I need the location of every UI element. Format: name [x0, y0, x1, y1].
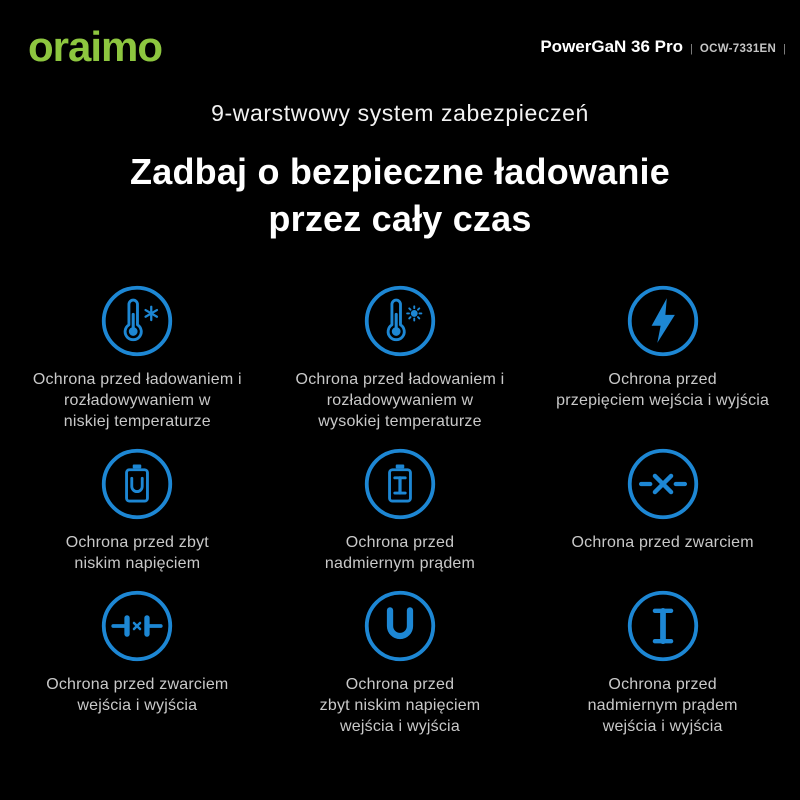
lightning-bolt-icon: [625, 283, 701, 359]
protection-caption: Ochrona przed zbyt niskim napięciem wejścia i wyjścia: [319, 675, 481, 735]
protection-grid: [0, 283, 800, 737]
current-i-icon: [625, 588, 701, 664]
protection-item: [269, 283, 532, 432]
header: [0, 0, 800, 68]
oraimo-logo: oraimo: [28, 23, 163, 70]
thermometer-snowflake-icon: [99, 283, 175, 359]
page-title: [0, 149, 800, 243]
protection-item: [6, 283, 269, 432]
protection-item: [6, 446, 269, 574]
protection-caption: Ochrona przed zwarciem wejścia i wyjścia: [46, 675, 229, 714]
protection-item: [269, 446, 532, 574]
protection-item: [531, 283, 794, 432]
product-line: [540, 37, 786, 57]
connector-short-circuit-icon: [99, 588, 175, 664]
voltage-u-icon: [362, 588, 438, 664]
thermometer-sun-icon: [362, 283, 438, 359]
protection-caption: Ochrona przed nadmiernym prądem: [324, 533, 476, 572]
subtitle: 9-warstwowy system zabezpieczeń: [211, 100, 589, 126]
battery-current-icon: [362, 446, 438, 522]
protection-caption: Ochrona przed zwarciem: [571, 533, 754, 551]
separator: |: [783, 43, 786, 55]
protection-item: [6, 588, 269, 737]
protection-caption: Ochrona przed nadmiernym prądem wejścia i wyjścia: [587, 675, 738, 735]
protection-item: [269, 588, 532, 737]
page-title-line2: przez cały czas: [268, 197, 532, 239]
protection-caption: Ochrona przed zbyt niskim napięciem: [65, 533, 209, 572]
protection-caption: Ochrona przed ładowaniem i rozładowywaniem w wysokiej temperaturze: [295, 370, 505, 430]
page-title-line1: Zadbaj o bezpieczne ładowanie: [130, 151, 670, 192]
battery-voltage-icon: [99, 446, 175, 522]
separator: |: [690, 43, 693, 55]
product-name: PowerGaN 36 Pro: [540, 37, 684, 56]
protection-caption: Ochrona przed przepięciem wejścia i wyjścia: [556, 370, 770, 409]
short-circuit-icon: [625, 446, 701, 522]
protection-item: [531, 446, 794, 574]
protection-item: [531, 588, 794, 737]
model-code: OCW-7331EN: [699, 43, 777, 55]
protection-caption: Ochrona przed ładowaniem i rozładowywaniem w niskiej temperaturze: [32, 370, 242, 430]
